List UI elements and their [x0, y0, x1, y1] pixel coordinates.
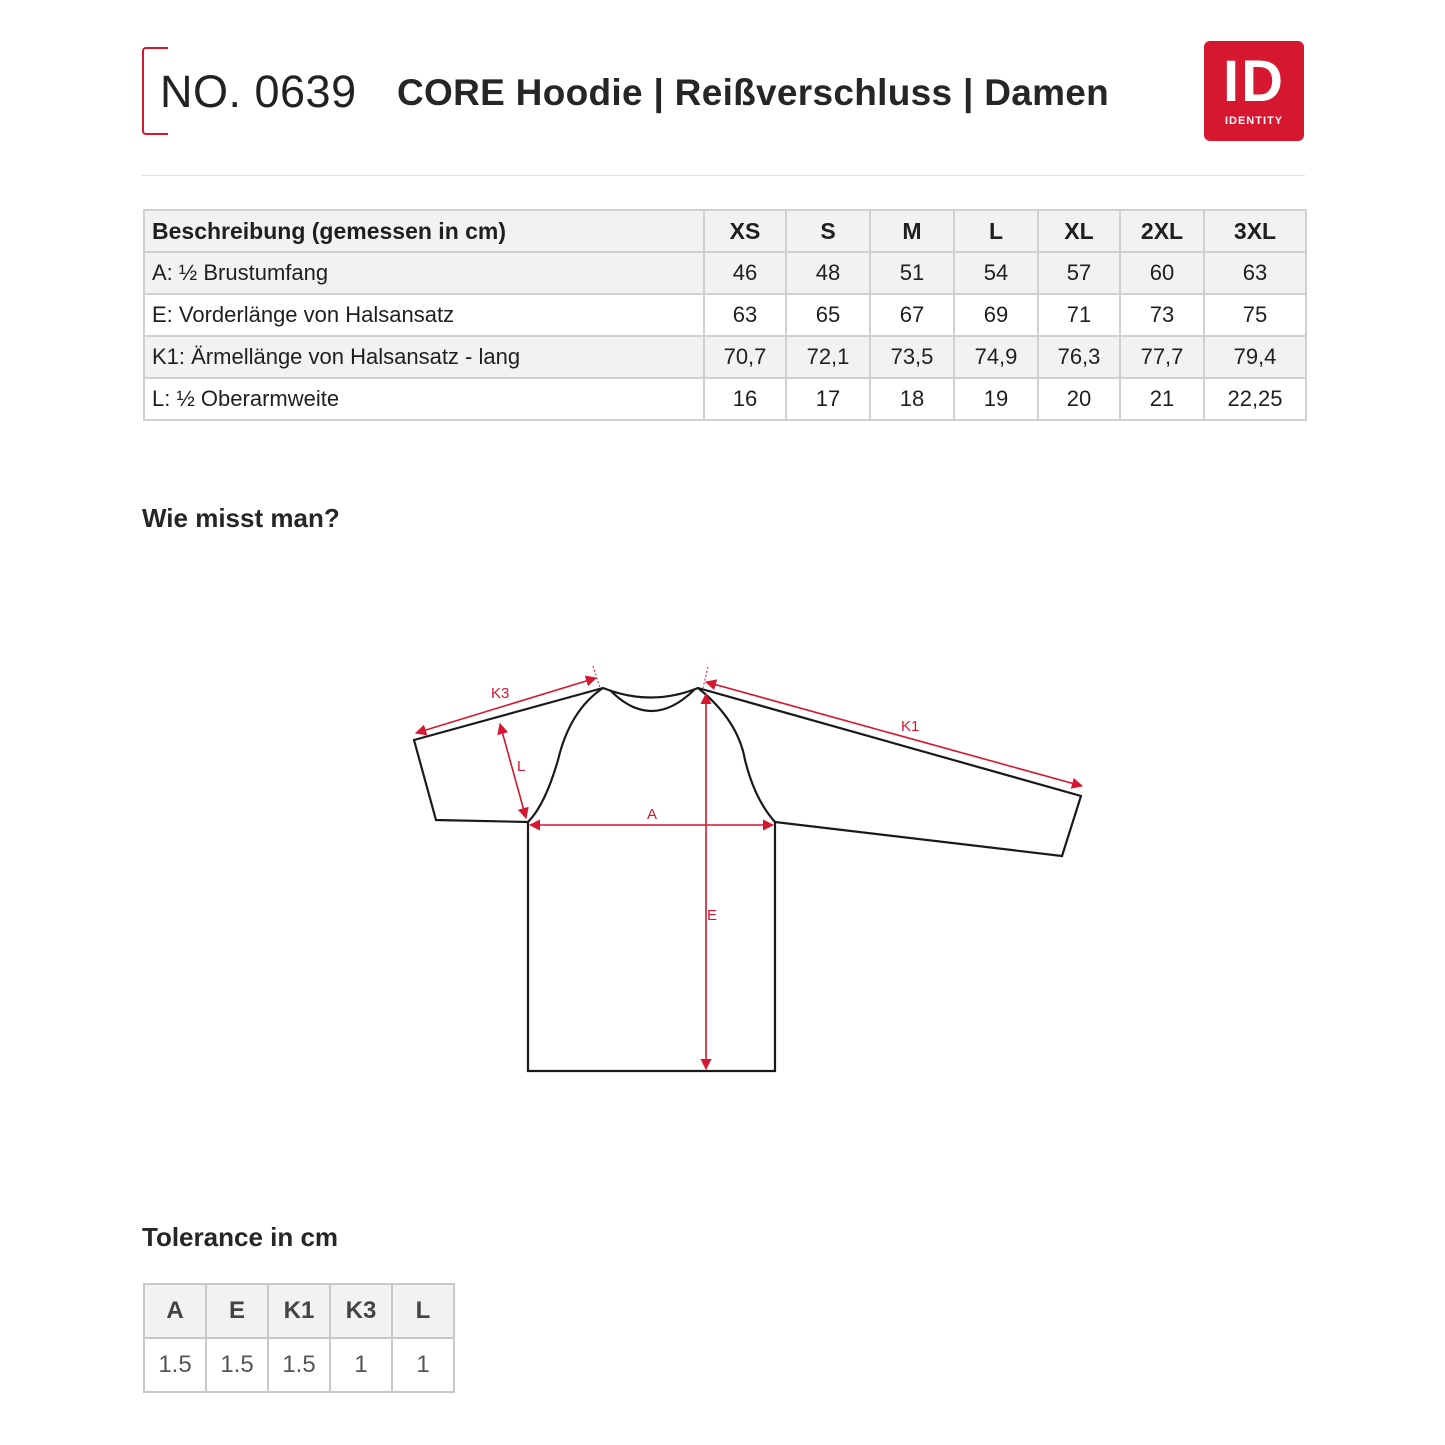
table-cell: 77,7: [1120, 336, 1204, 378]
table-cell: 63: [1204, 252, 1306, 294]
table-cell: 51: [870, 252, 954, 294]
table-cell: 46: [704, 252, 786, 294]
tolerance-table: [143, 1283, 455, 1393]
tolerance-header-l: L: [392, 1284, 454, 1338]
size-header-s: S: [786, 210, 870, 252]
label-k1: K1: [901, 718, 920, 735]
table-cell: 22,25: [1204, 378, 1306, 420]
row-label: E: Vorderlänge von Halsansatz: [144, 294, 704, 336]
label-a: A: [647, 806, 658, 823]
table-cell: 21: [1120, 378, 1204, 420]
logo-id-text: ID: [1223, 49, 1285, 114]
table-cell: 74,9: [954, 336, 1038, 378]
label-k3: K3: [491, 685, 510, 702]
logo-brand-text: IDENTITY: [1224, 115, 1284, 127]
table-cell: 18: [870, 378, 954, 420]
table-cell: 63: [704, 294, 786, 336]
table-row: [144, 378, 1306, 420]
table-cell: 73,5: [870, 336, 954, 378]
size-header-2xl: 2XL: [1120, 210, 1204, 252]
how-to-measure-heading: Wie misst man?: [142, 503, 340, 533]
size-header-m: M: [870, 210, 954, 252]
table-cell: 17: [786, 378, 870, 420]
tick-k1: [703, 667, 708, 688]
table-cell: 19: [954, 378, 1038, 420]
table-cell: 65: [786, 294, 870, 336]
tolerance-value-row: [144, 1338, 454, 1392]
tolerance-value-l: 1: [392, 1338, 454, 1392]
table-cell: 79,4: [1204, 336, 1306, 378]
tolerance-value-a: 1.5: [144, 1338, 206, 1392]
garment-outline: [414, 688, 1081, 1071]
table-cell: 48: [786, 252, 870, 294]
table-cell: 20: [1038, 378, 1120, 420]
size-header-l: L: [954, 210, 1038, 252]
table-cell: 76,3: [1038, 336, 1120, 378]
tolerance-value-k1: 1.5: [268, 1338, 330, 1392]
tolerance-header-k3: K3: [330, 1284, 392, 1338]
tolerance-header-k1: K1: [268, 1284, 330, 1338]
label-l: L: [517, 758, 526, 775]
garment-diagram: [380, 640, 1100, 1090]
tolerance-header-a: A: [144, 1284, 206, 1338]
header-divider: [142, 175, 1305, 176]
table-cell: 67: [870, 294, 954, 336]
row-label: A: ½ Brustumfang: [144, 252, 704, 294]
tolerance-header-row: [144, 1284, 454, 1338]
table-cell: 16: [704, 378, 786, 420]
table-cell: 70,7: [704, 336, 786, 378]
product-number: NO. 0639: [160, 66, 357, 117]
identity-logo: [1204, 41, 1304, 141]
measure-line-k1: [706, 682, 1082, 786]
label-e: E: [707, 907, 718, 924]
row-label: K1: Ärmellänge von Halsansatz - lang: [144, 336, 704, 378]
tolerance-heading: Tolerance in cm: [142, 1222, 339, 1252]
size-table: [143, 209, 1307, 421]
table-cell: 54: [954, 252, 1038, 294]
table-cell: 69: [954, 294, 1038, 336]
table-row: [144, 252, 1306, 294]
tolerance-header-e: E: [206, 1284, 268, 1338]
table-cell: 60: [1120, 252, 1204, 294]
size-table-desc-header: Beschreibung (gemessen in cm): [144, 210, 704, 252]
table-cell: 72,1: [786, 336, 870, 378]
table-row: [144, 336, 1306, 378]
size-header-3xl: 3XL: [1204, 210, 1306, 252]
tolerance-value-k3: 1: [330, 1338, 392, 1392]
table-row: [144, 294, 1306, 336]
size-table-header-row: [144, 210, 1306, 252]
tick-k3: [593, 666, 600, 688]
product-title: CORE Hoodie | Reißverschluss | Damen: [397, 72, 1110, 113]
size-header-xs: XS: [704, 210, 786, 252]
table-cell: 57: [1038, 252, 1120, 294]
table-cell: 73: [1120, 294, 1204, 336]
table-cell: 75: [1204, 294, 1306, 336]
table-cell: 71: [1038, 294, 1120, 336]
row-label: L: ½ Oberarmweite: [144, 378, 704, 420]
tolerance-value-e: 1.5: [206, 1338, 268, 1392]
size-header-xl: XL: [1038, 210, 1120, 252]
